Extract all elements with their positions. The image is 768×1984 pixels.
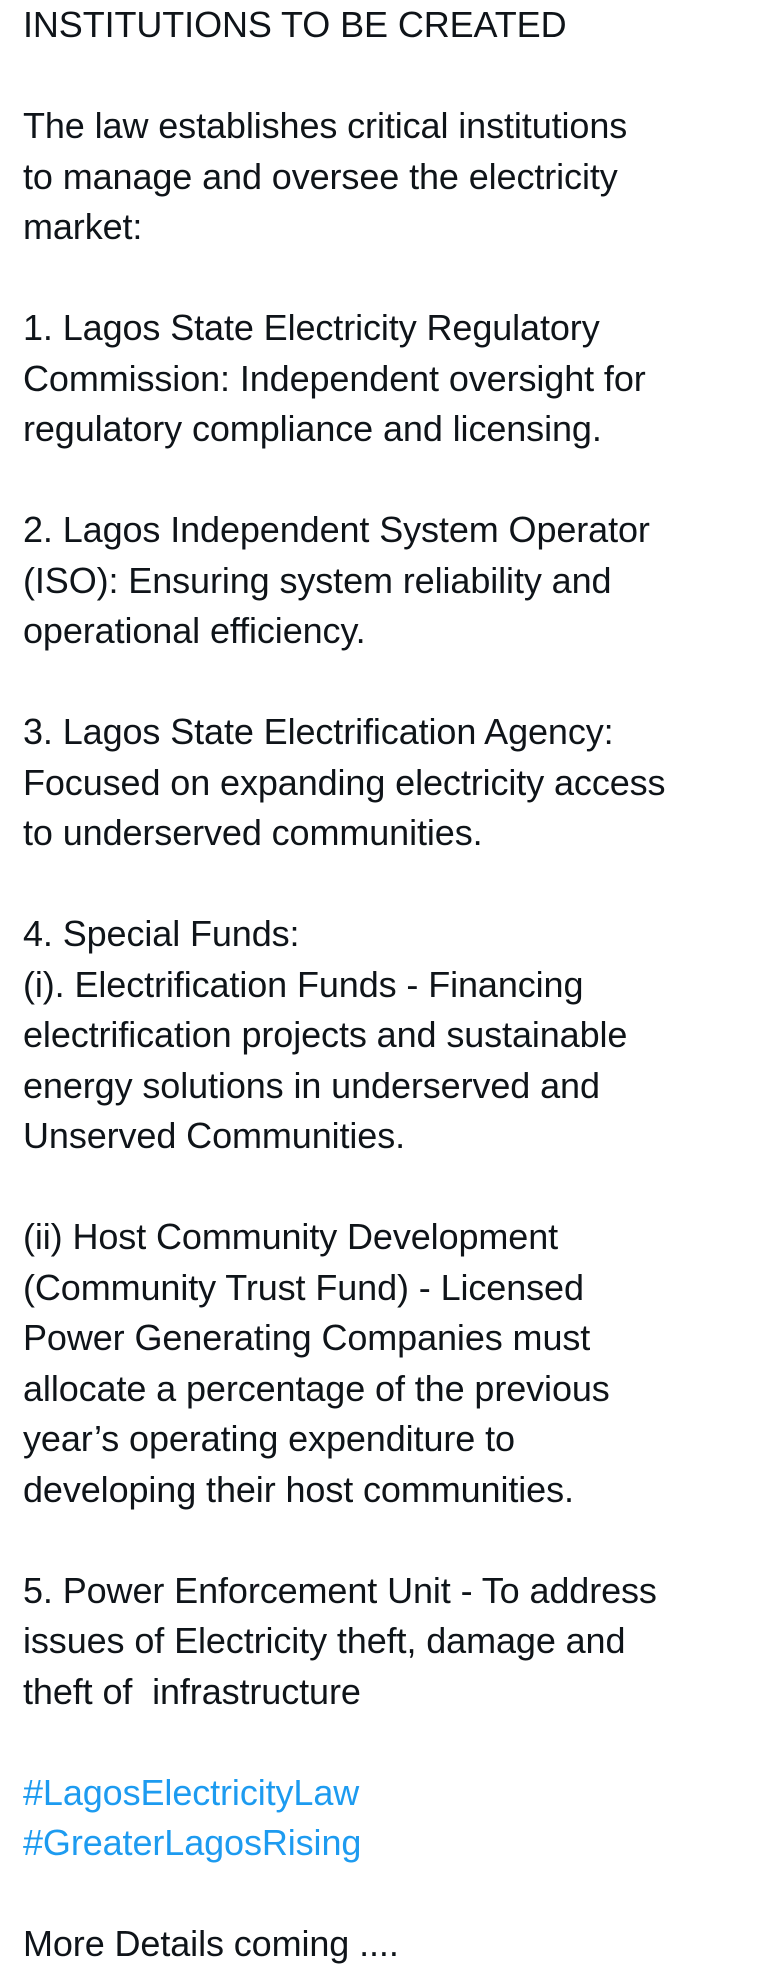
item-host-community-fund <box>23 1212 753 1515</box>
item-regulatory-commission <box>23 303 753 455</box>
intro-line: market: <box>23 206 143 247</box>
item-line: Power Generating Companies must <box>23 1317 591 1358</box>
hashtag-list <box>23 1768 753 1869</box>
intro-paragraph <box>23 101 753 253</box>
item-line: electrification projects and sustainable <box>23 1014 628 1055</box>
item-line: allocate a percentage of the previous <box>23 1367 610 1409</box>
item-line: Commission: Independent oversight for <box>23 357 646 399</box>
item-electrification-agency <box>23 707 753 859</box>
item-line: year’s operating expenditure to <box>23 1418 515 1459</box>
item-line: 4. Special Funds: <box>23 913 300 954</box>
item-line: 2. Lagos Independent System Operator <box>23 509 650 550</box>
spacer <box>23 253 753 304</box>
intro-line: The law establishes critical institutions <box>23 105 628 146</box>
item-enforcement-unit <box>23 1566 753 1718</box>
post-title: INSTITUTIONS TO BE CREATED <box>23 4 567 45</box>
item-line: 3. Lagos State Electrification Agency: <box>23 711 614 752</box>
item-line: Unserved Communities. <box>23 1115 406 1156</box>
item-line: energy solutions in underserved and <box>23 1064 600 1106</box>
item-line: developing their host communities. <box>23 1468 574 1510</box>
item-line: operational efficiency. <box>23 610 366 651</box>
item-line: theft of infrastructure <box>23 1670 361 1712</box>
spacer <box>23 657 753 708</box>
spacer <box>23 859 753 910</box>
item-line: (ii) Host Community Development <box>23 1216 559 1257</box>
item-line: Focused on expanding electricity access <box>23 761 666 803</box>
item-system-operator <box>23 505 753 657</box>
hashtag-link-lagos-electricity-law[interactable]: #LagosElectricityLaw <box>23 1771 360 1813</box>
spacer <box>23 1162 753 1213</box>
item-line: (ISO): Ensuring system reliability and <box>23 559 612 601</box>
item-line: (i). Electrification Funds - Financing <box>23 963 584 1005</box>
intro-line: to manage and oversee the electricity <box>23 155 618 197</box>
spacer <box>23 1515 753 1566</box>
spacer <box>23 1717 753 1768</box>
item-line: issues of Electricity theft, damage and <box>23 1620 626 1661</box>
item-line: 1. Lagos State Electricity Regulatory <box>23 307 600 348</box>
item-special-funds <box>23 909 753 1162</box>
spacer <box>23 455 753 506</box>
post-text <box>23 0 753 1970</box>
item-line: (Community Trust Fund) - Licensed <box>23 1266 584 1308</box>
footer-text: More Details coming .... <box>23 1923 399 1964</box>
spacer <box>23 1869 753 1920</box>
item-line: to underserved communities. <box>23 812 483 853</box>
spacer <box>23 51 753 102</box>
item-line: 5. Power Enforcement Unit - To address <box>23 1569 657 1611</box>
item-line: regulatory compliance and licensing. <box>23 408 602 449</box>
hashtag-link-greater-lagos-rising[interactable]: #GreaterLagosRising <box>23 1822 362 1863</box>
